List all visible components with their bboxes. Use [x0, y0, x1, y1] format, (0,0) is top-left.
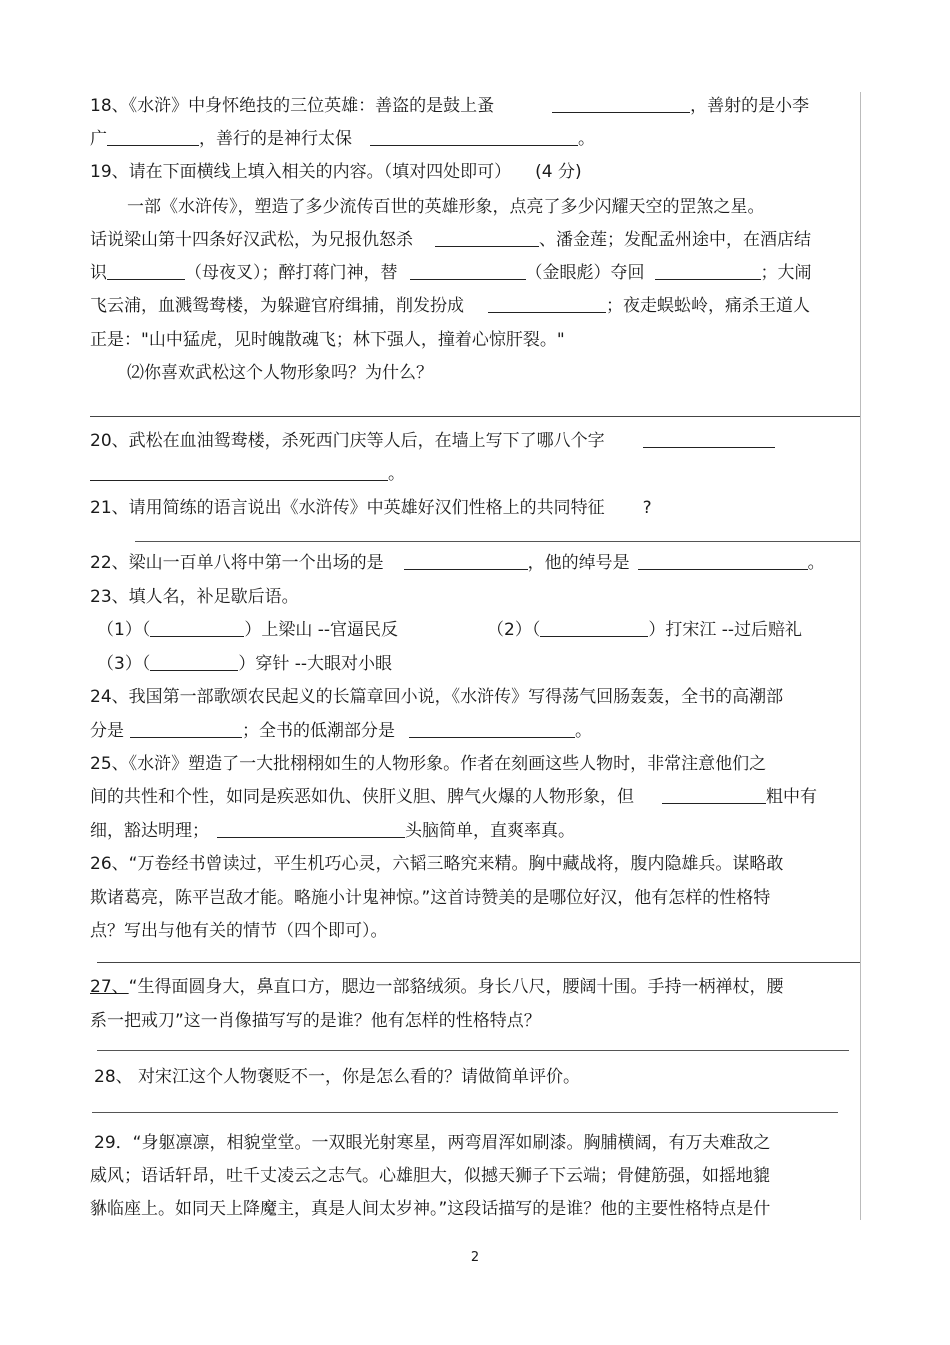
q22-line: 22、梁山一百单八将中第一个出场的是 ，他的绰号是 。	[90, 553, 825, 573]
q19-quote: 正是："山中猛虎，见时魄散魂飞；林下强人，撞着心惊肝裂。"	[90, 330, 565, 350]
answer-blank[interactable]	[150, 653, 238, 671]
answer-blank[interactable]	[404, 552, 528, 570]
q26-line3: 点？写出与他有关的情节（四个即可）。	[90, 921, 388, 941]
q25-line2: 间的共性和个性，如同是疾恶如仇、侠肝义胆、脾气火爆的人物形象，但 粗中有	[90, 787, 817, 807]
q25-line1: 25、《水浒》塑造了一大批栩栩如生的人物形象。作者在刻画这些人物时，非常注意他们之	[90, 754, 767, 774]
answer-blank[interactable]	[552, 95, 690, 113]
answer-blank[interactable]	[150, 619, 244, 637]
answer-blank[interactable]	[410, 262, 526, 280]
q20-line2: 。	[90, 463, 405, 485]
answer-blank[interactable]	[488, 295, 606, 313]
answer-blank[interactable]	[217, 820, 405, 838]
q18-line2: 广 ，善行的是神行太保 。	[90, 129, 595, 149]
q27-line1: 27、“生得面圆身大，鼻直口方，腮边一部貉绒须。身长八尺，腰阔十围。手持一柄禅杖，腰	[90, 977, 784, 997]
q29-line2: 威风；语话轩昂，吐千丈凌云之志气。心雄胆大，似撼天狮子下云端；骨健筋强，如摇地貔	[90, 1166, 770, 1186]
q19-paragraph-1: 一部《水浒传》，塑造了多少流传百世的英雄形象，点亮了多少闪耀天空的罡煞之星。	[127, 197, 765, 217]
answer-line[interactable]	[92, 1112, 838, 1113]
q26-line2: 欺诸葛亮，陈平岂敌才能。略施小计鬼神惊。”这首诗赞美的是哪位好汉，他有怎样的性格特	[90, 888, 771, 908]
q24-line1: 24、我国第一部歌颂农民起义的长篇章回小说，《水浒传》写得荡气回肠轰轰，全书的高潮部	[90, 687, 784, 707]
q19-paragraph-4: 飞云浦，血溅鸳鸯楼，为躲避官府缉捕，削发扮成 ；夜走蜈蚣岭，痛杀王道人	[90, 296, 810, 316]
answer-blank[interactable]	[435, 229, 539, 247]
q29-line1: 29．“身躯凛凛，相貌堂堂。一双眼光射寒星，两弯眉浑如刷漆。胸脯横阔，有万夫难敌之	[94, 1133, 771, 1153]
q19-paragraph-2: 话说梁山第十四条好汉武松，为兄报仇怒杀 、潘金莲；发配孟州途中，在酒店结	[90, 230, 811, 250]
q23-item-1: （1）（ ）上梁山 --官逼民反	[97, 620, 399, 640]
answer-line[interactable]	[90, 416, 860, 417]
q25-line3: 细，豁达明理； 头脑简单，直爽率真。	[90, 821, 575, 841]
q26-line1: 26、“万卷经书曾读过，平生机巧心灵，六韬三略究来精。胸中藏战将，腹内隐雄兵。谋略敢	[90, 854, 784, 874]
right-margin-line	[860, 92, 861, 1220]
answer-blank[interactable]	[370, 128, 578, 146]
q29-line3: 貅临座上。如同天上降魔主，真是人间太岁神。”这段话描写的是谁？他的主要性格特点是什	[90, 1199, 771, 1219]
answer-line[interactable]	[97, 1050, 849, 1051]
q23-item-3: （3）（ ）穿针 --大眼对小眼	[97, 654, 393, 674]
q21-line1: 21、请用简练的语言说出《水浒传》中英雄好汉们性格上的共同特征 ?	[90, 498, 652, 518]
q19-subquestion-2: ⑵你喜欢武松这个人物形象吗？为什么？	[127, 363, 433, 383]
q24-line2: 分是 ；全书的低潮部分是 。	[90, 721, 592, 741]
q27-line2: 系一把戒刀”这一肖像描写写的是谁？他有怎样的性格特点？	[90, 1011, 541, 1031]
answer-blank[interactable]	[643, 430, 775, 448]
answer-blank[interactable]	[655, 262, 761, 280]
q19-title: 19、请在下面横线上填入相关的内容。（填对四处即可） (4 分)	[90, 162, 582, 182]
q20-line1: 20、武松在血油鸳鸯楼，杀死西门庆等人后，在墙上写下了哪八个字	[90, 430, 775, 452]
q23-item-2: （2）（ ）打宋江 --过后赔礼	[487, 620, 803, 640]
q18-line1: 18、《水浒》中身怀绝技的三位英雄：善盗的是鼓上蚤 ，善射的是小李	[90, 96, 810, 116]
q23-title: 23、填人名，补足歇后语。	[90, 587, 299, 607]
page-number: 2	[470, 1250, 480, 1265]
answer-blank[interactable]	[107, 128, 199, 146]
answer-line[interactable]	[135, 541, 860, 542]
answer-line[interactable]	[97, 962, 860, 963]
answer-blank[interactable]	[107, 262, 185, 280]
answer-blank[interactable]	[409, 720, 575, 738]
answer-blank[interactable]	[130, 720, 242, 738]
answer-blank[interactable]	[90, 463, 388, 481]
answer-blank[interactable]	[638, 552, 808, 570]
answer-blank[interactable]	[540, 619, 648, 637]
q28-line1: 28、 对宋江这个人物褒贬不一，你是怎么看的？请做简单评价。	[94, 1067, 581, 1087]
answer-blank[interactable]	[662, 786, 766, 804]
q19-paragraph-3: 识 （母夜叉）；醉打蒋门神，替 （金眼彪）夺回 ；大闹	[90, 263, 812, 283]
